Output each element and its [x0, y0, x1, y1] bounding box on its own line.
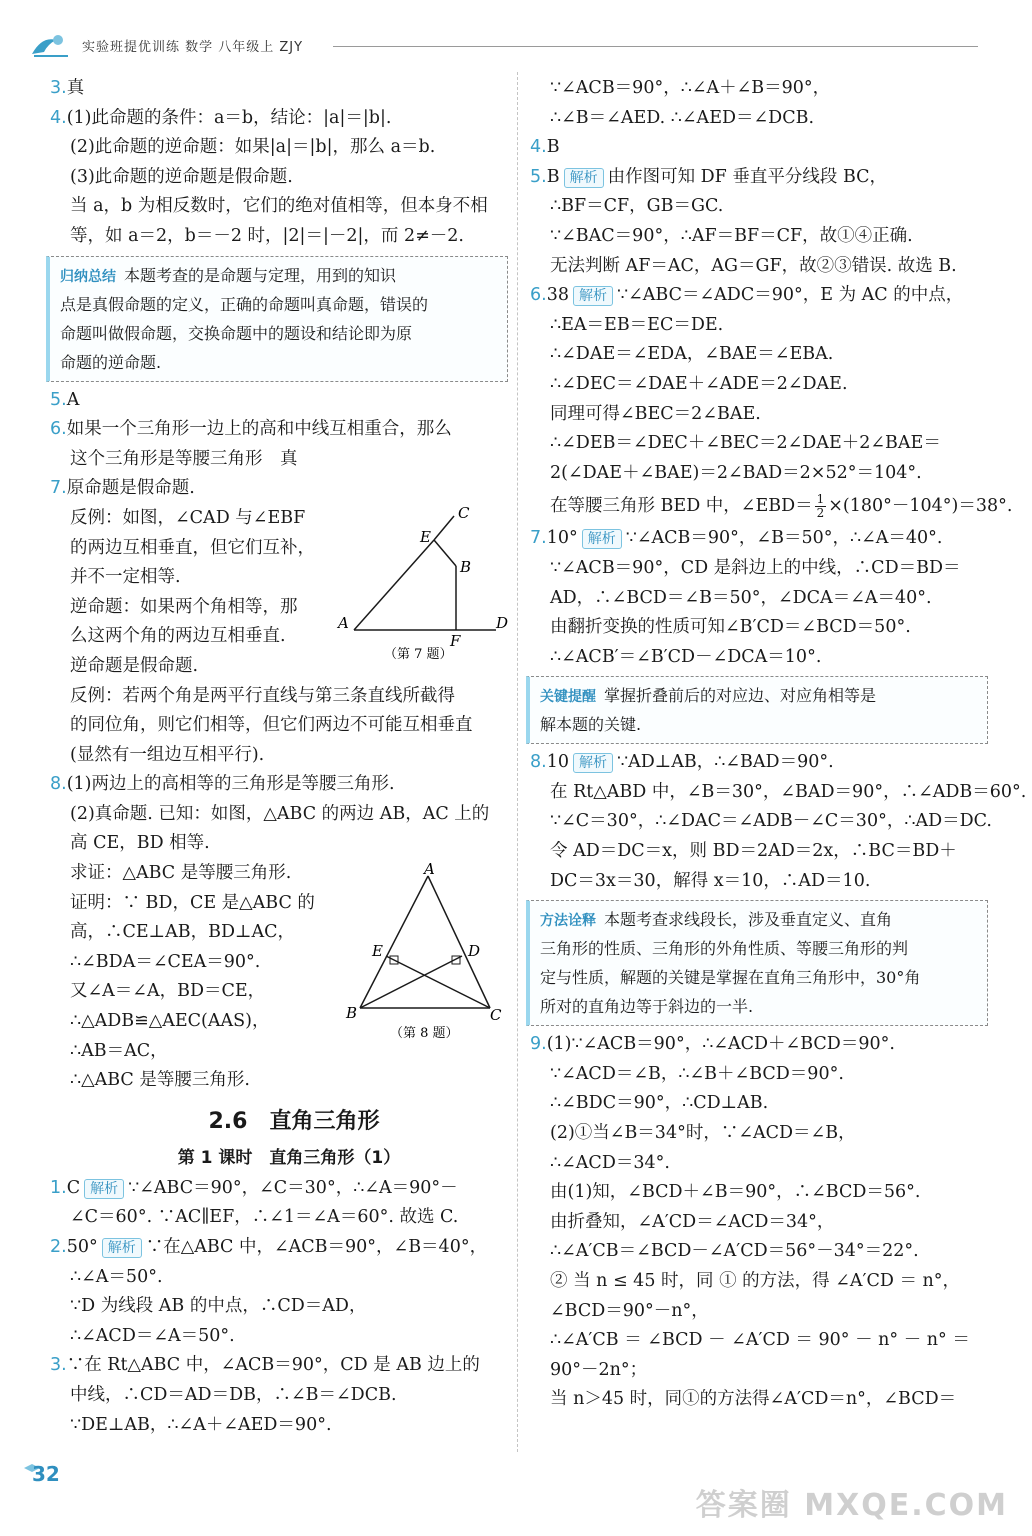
answer-line: [530, 74, 988, 104]
answer-text: ∠C＝60°. ∵AC∥EF，∴∠1＝∠A＝60°. 故选 C.: [70, 1207, 459, 1228]
question-number: 1.: [50, 1177, 67, 1198]
method-box-line: 三角形的性质、三角形的外角性质、等腰三角形的判: [540, 939, 909, 959]
answer-text: 高 CE，BD 相等.: [70, 833, 210, 854]
answer-text: (2)此命题的逆命题：如果|a|＝|b|，那么 a＝b.: [70, 137, 436, 158]
analysis-tag: 解析: [102, 1238, 142, 1258]
answer-line: [50, 1411, 508, 1441]
answer-text: 又∠A＝∠A，BD＝CE，: [70, 981, 266, 1002]
answer-choice: 38: [546, 285, 569, 306]
analysis-tag: 解析: [573, 753, 613, 773]
answer-text: 并不一定相等.: [70, 567, 181, 588]
watermark: 答案圈 MXQE.COM: [695, 1488, 1008, 1523]
answer-text: (1)∵∠ACB＝90°，∴∠ACD＋∠BCD＝90°.: [546, 1034, 895, 1055]
answer-text: ∵∠ABC＝90°，∠C＝30°，∴∠A＝90°－: [128, 1177, 458, 1198]
question-number: 7.: [50, 478, 67, 499]
answer-line: [530, 370, 988, 400]
answer-line: [530, 340, 988, 370]
summary-box-title: 归纳总结: [60, 268, 116, 285]
answer-choice: C: [66, 1177, 81, 1198]
right-answers-d: [530, 1030, 988, 1415]
fraction: [815, 493, 827, 520]
right-answers-c: [530, 748, 1027, 896]
question-number: 3.: [50, 78, 67, 98]
answer-line: [50, 163, 508, 193]
answer-text: 的同位角，则它们相等，但它们两边不可能互相垂直: [70, 715, 473, 736]
answer-text: 证明：∵ BD，CE 是△ABC 的: [70, 892, 315, 913]
left-column: [50, 74, 508, 1440]
answer-line: [50, 133, 508, 163]
answer-text: 真: [66, 78, 85, 98]
answer-text: (1)两边上的高相等的三角形是等腰三角形.: [66, 774, 395, 795]
analysis-tag: 解析: [84, 1179, 124, 1199]
answer-line: [530, 1119, 988, 1149]
answer-line: [530, 222, 988, 252]
question-number: 5.: [50, 389, 67, 410]
answer-text: ∵∠ACB＝90°，CD 是斜边上的中线，∴CD＝BD＝: [550, 557, 961, 578]
answer-text: 由作图可知 DF 垂直平分线段 BC，: [607, 166, 888, 187]
answer-text: ∴∠DEC＝∠DAE＋∠ADE＝2∠DAE.: [550, 373, 848, 394]
answer-text: ∴△ADB≌△AEC(AAS)，: [70, 1011, 270, 1032]
answer-line: [50, 1066, 508, 1096]
question-number: 4.: [50, 107, 67, 128]
answer-text: ∵∠ABC＝∠ADC＝90°，E 为 AC 的中点，: [616, 285, 964, 306]
fig7-label-c: C: [458, 504, 470, 522]
answer-line: [530, 1089, 988, 1119]
answer-line: [530, 1267, 988, 1297]
answer-text: ∵D 为线段 AB 的中点，∴CD＝AD，: [70, 1296, 367, 1317]
answer-line: [530, 1030, 988, 1060]
answer-text: ∵∠BAC＝90°，∴AF＝BF＝CF，故①④正确.: [550, 225, 913, 246]
fig7-label-a: A: [338, 614, 349, 632]
book-title: 实验班提优训练 数学 八年级上 ZJY: [82, 40, 304, 55]
answer-line: [530, 281, 988, 311]
answer-line: [50, 445, 508, 475]
book-logo-icon: [28, 32, 72, 58]
answer-text: ∵∠ACD＝∠B，∴∠B＋∠BCD＝90°.: [550, 1063, 844, 1084]
fig7-label-e: E: [420, 528, 431, 546]
question-number: 4.: [530, 137, 547, 158]
right-answers-b: [530, 524, 988, 672]
analysis-tag: 解析: [573, 286, 613, 306]
answer-text: ∴EA＝EB＝EC＝DE.: [550, 314, 724, 335]
answer-line: [530, 1149, 988, 1179]
answer-line: [50, 1203, 508, 1233]
answer-text: 同理可得∠BEC＝2∠BAE.: [550, 403, 761, 424]
method-box-line: 本题考查求线段长，涉及垂直定义、直角: [604, 910, 893, 930]
answer-line: [50, 1381, 508, 1411]
answer-line: [50, 741, 508, 771]
answer-line: [50, 1351, 508, 1381]
answer-line: [530, 459, 988, 489]
answer-line: [50, 1292, 508, 1322]
answer-text: 中线，∴CD＝AD＝DB，∴∠B＝∠DCB.: [70, 1384, 397, 1405]
answer-line: [50, 386, 508, 416]
answer-line: [530, 252, 988, 282]
answer-text: 反例：若两个角是两平行直线与第三条直线所截得: [70, 685, 455, 706]
key-reminder-line: 掌握折叠前后的对应边、对应角相等是: [604, 686, 877, 706]
fig8-label-b: B: [346, 1004, 358, 1022]
analysis-tag: 解析: [564, 168, 604, 188]
answer-line: [50, 222, 508, 252]
answer-text: 这个三角形是等腰三角形 真: [70, 448, 298, 469]
question-number: 6.: [530, 285, 547, 306]
answer-text: 的两边互相垂直，但它们互补，: [70, 537, 315, 558]
answer-text: 90°－2n°；: [550, 1359, 648, 1380]
fig7-label-b: B: [460, 558, 472, 576]
fraction-denominator: 2: [816, 506, 825, 521]
figure-7: [336, 500, 509, 665]
answer-line: [50, 1174, 508, 1204]
answer-line: [50, 800, 508, 830]
answer-text: 由翻折变换的性质可知∠B′CD＝∠BCD＝50°.: [550, 617, 911, 638]
answer-text: 么这两个角的两边互相垂直.: [70, 626, 286, 647]
answer-line: [50, 1233, 508, 1263]
answer-line: [530, 584, 988, 614]
subsection-title: 第 1 课时 直角三角形（1）: [177, 1147, 401, 1168]
answer-line: [530, 613, 988, 643]
answer-text: A: [66, 389, 80, 410]
answer-line: [530, 554, 988, 584]
fig7-caption: （第 7 题）: [384, 647, 453, 662]
answer-line: [530, 400, 988, 430]
answer-line: [50, 415, 508, 445]
answer-line: [530, 1237, 988, 1267]
answer-line: [530, 837, 988, 867]
answer-text: 由折叠知，∠A′CD＝∠ACD＝34°，: [550, 1211, 835, 1232]
answer-line: [530, 163, 988, 193]
answer-text: ∴∠BDC＝90°，∴CD⊥AB.: [550, 1093, 769, 1114]
answer-choice: 10°: [546, 528, 578, 549]
answer-line: [530, 1297, 988, 1327]
answer-text: ∴∠ACB′＝∠B′CD－∠DCA＝10°.: [550, 646, 822, 667]
answer-text: 由(1)知，∠BCD＋∠B＝90°，∴∠BCD＝56°.: [550, 1182, 921, 1203]
answer-text: 如果一个三角形一边上的高和中线互相重合，那么: [66, 419, 452, 440]
answer-text: 逆命题是假命题.: [70, 655, 199, 676]
answer-line: [50, 74, 508, 104]
summary-box-line: 命题叫做假命题，交换命题中的题设和结论即为原: [60, 323, 413, 343]
left-answers-c: [50, 1174, 508, 1440]
answer-text: ∴∠ACD＝∠A＝50°.: [70, 1325, 235, 1346]
answer-text: 原命题是假命题.: [66, 478, 195, 499]
answer-line: [50, 682, 508, 712]
fraction-line-after: ×(180°－104°)＝38°.: [828, 496, 1013, 517]
answer-text: ∵∠C＝30°，∴∠DAC＝∠ADB－∠C＝30°，∴AD＝DC.: [550, 811, 992, 832]
right-answers-a: [530, 74, 988, 488]
answer-line: [530, 524, 988, 554]
answer-text: ∵在 Rt△ABC 中，∠ACB＝90°，CD 是 AB 边上的: [66, 1355, 480, 1376]
left-answers-a: [50, 74, 508, 252]
answer-line: [50, 770, 508, 800]
question-number: 8.: [50, 774, 67, 795]
answer-line: [530, 104, 988, 134]
answer-text: ∴△ABC 是等腰三角形.: [70, 1070, 250, 1091]
answer-text: ∴∠ACD＝34°.: [550, 1152, 670, 1173]
answer-line: [50, 104, 508, 134]
fig7-label-d: D: [496, 614, 509, 632]
answer-text: 逆命题：如果两个角相等，那: [70, 596, 298, 617]
answer-text: ∴∠DEB＝∠DEC＋∠BEC＝2∠DAE＋2∠BAE＝: [550, 433, 941, 454]
answer-line: [530, 778, 1027, 808]
answer-line: [50, 1263, 508, 1293]
answer-text: 无法判断 AF＝AC，AG＝GF，故②③错误. 故选 B.: [550, 255, 957, 276]
section-title: 2.6 直角三角形: [208, 1108, 380, 1134]
summary-box-line: 本题考查的是命题与定理，用到的知识: [124, 265, 397, 285]
answer-text: (3)此命题的逆命题是假命题.: [70, 166, 293, 187]
answer-line: [530, 1326, 988, 1356]
fig8-caption: （第 8 题）: [390, 1026, 459, 1041]
answer-text: ∴∠A＝50°.: [70, 1266, 163, 1287]
fig8-label-a: A: [424, 860, 435, 878]
answer-text: ② 当 n ≤ 45 时，同 ① 的方法，得 ∠A′CD ＝ n°，: [550, 1271, 961, 1291]
fig8-label-d: D: [468, 942, 481, 960]
answer-line: [530, 1356, 988, 1386]
answer-line: [50, 711, 508, 741]
answer-line: [530, 429, 988, 459]
summary-box: [46, 256, 508, 382]
answer-text: DC＝3x＝30，解得 x＝10，∴AD＝10.: [550, 870, 871, 891]
summary-box-line: 点是真假命题的定义，正确的命题叫真命题，错误的: [60, 294, 429, 314]
question-number: 5.: [530, 166, 547, 187]
page-header: [28, 30, 978, 60]
answer-line: [530, 1385, 988, 1415]
figure-7-diagram: [336, 500, 509, 665]
page-number: 32: [32, 1462, 60, 1486]
answer-text: ∴∠DAE＝∠EDA，∠BAE＝∠EBA.: [550, 344, 834, 365]
fraction-numerator: 1: [816, 492, 825, 507]
answer-line: [530, 867, 988, 897]
answer-text: (1)此命题的条件：a＝b，结论：|a|＝|b|.: [66, 107, 392, 128]
question-number: 6.: [50, 419, 67, 440]
key-reminder-line: 解本题的关键.: [540, 715, 642, 735]
answer-text: (显然有一组边互相平行).: [70, 744, 265, 765]
fraction-line: [530, 488, 1013, 524]
answer-text: 当 a，b 为相反数时，它们的绝对值相等，但本身不相: [70, 196, 488, 217]
answer-text: 在 Rt△ABD 中，∠B＝30°，∠BAD＝90°，∴∠ADB＝60°.: [550, 781, 1027, 802]
answer-text: ∵AD⊥AB，∴∠BAD＝90°.: [616, 752, 834, 773]
answer-line: [530, 1060, 988, 1090]
answer-choice: B: [546, 137, 560, 158]
answer-line: [50, 829, 508, 859]
answer-line: [530, 1178, 988, 1208]
fig8-label-c: C: [490, 1006, 502, 1024]
answer-choice: 50°: [66, 1237, 98, 1257]
question-number: 3.: [50, 1355, 67, 1376]
header-rule: [333, 46, 978, 47]
answer-line: [530, 643, 988, 673]
right-column: [530, 74, 1027, 1415]
answer-text: AD，∴∠BCD＝∠B＝50°，∠DCA＝∠A＝40°.: [550, 587, 932, 608]
fig8-label-e: E: [372, 942, 383, 960]
answer-choice: B: [546, 166, 560, 187]
answer-text: 当 n＞45 时，同①的方法得∠A′CD＝n°，∠BCD＝: [550, 1389, 957, 1410]
answer-line: [50, 1322, 508, 1352]
summary-box-line: 命题的逆命题.: [60, 352, 162, 372]
fraction-line-before: 在等腰三角形 BED 中，∠EBD＝: [550, 496, 813, 517]
answer-text: ∴∠A′CB＝∠BCD－∠A′CD＝56°－34°＝22°.: [550, 1241, 919, 1262]
question-number: 7.: [530, 528, 547, 549]
question-number: 2.: [50, 1237, 67, 1257]
answer-text: 反例：如图，∠CAD 与∠EBF: [70, 507, 306, 528]
answer-text: ∴BF＝CF，GB＝GC.: [550, 196, 724, 217]
answer-text: ∴AB＝AC，: [70, 1040, 168, 1061]
fig7-label-f: F: [450, 632, 461, 650]
answer-text: ∵∠ACB＝90°，∴∠A＋∠B＝90°，: [550, 78, 831, 98]
answer-text: ∴∠BDA＝∠CEA＝90°.: [70, 951, 261, 972]
answer-text: ∵在△ABC 中，∠ACB＝90°，∠B＝40°，: [145, 1237, 488, 1257]
method-box-title: 方法诠释: [540, 913, 596, 930]
answer-text: 等，如 a＝2，b＝－2 时，|2|＝|－2|，而 2≠－2.: [70, 225, 464, 246]
question-number: 8.: [530, 752, 547, 773]
answer-text: (2)真命题. 已知：如图，△ABC 的两边 AB，AC 上的: [70, 803, 490, 824]
method-box: [526, 900, 988, 1026]
answer-line: [530, 311, 988, 341]
method-box-line: 定与性质，解题的关键是掌握在直角三角形中，30°角: [540, 968, 921, 988]
answer-text: ∴∠B＝∠AED. ∴∠AED＝∠DCB.: [550, 107, 815, 128]
answer-text: ∴∠A′CB ＝ ∠BCD － ∠A′CD ＝ 90° － n° － n° ＝: [550, 1330, 970, 1351]
figure-8-diagram: [340, 860, 510, 1045]
answer-text: 高，∴CE⊥AB，BD⊥AC，: [70, 922, 295, 943]
answer-text: ∵DE⊥AB，∴∠A＋∠AED＝90°.: [70, 1414, 332, 1435]
answer-text: 2(∠DAE＋∠BAE)＝2∠BAD＝2×52°＝104°.: [550, 462, 922, 483]
answer-text: 令 AD＝DC＝x，则 BD＝2AD＝2x，∴BC＝BD＋: [550, 841, 957, 862]
answer-line: [530, 192, 988, 222]
answer-text: 求证：△ABC 是等腰三角形.: [70, 863, 292, 884]
answer-text: (2)①当∠B＝34°时，∵∠ACD＝∠B，: [550, 1123, 856, 1144]
answer-line: [530, 807, 992, 837]
analysis-tag: 解析: [582, 529, 622, 549]
figure-8: [340, 860, 510, 1045]
key-reminder-title: 关键提醒: [540, 689, 596, 706]
question-number: 9.: [530, 1034, 547, 1055]
key-reminder-box: [526, 676, 988, 744]
answer-choice: 10: [546, 752, 569, 773]
answer-text: ∠BCD＝90°－n°，: [550, 1300, 709, 1321]
method-box-line: 所对的直角边等于斜边的一半.: [540, 997, 754, 1017]
answer-text: ∵∠ACB＝90°，∠B＝50°，∴∠A＝40°.: [625, 528, 943, 549]
answer-line: [530, 133, 988, 163]
answer-line: [530, 1208, 988, 1238]
answer-line: [50, 192, 508, 222]
column-divider: [517, 72, 518, 1452]
answer-line: [530, 748, 988, 778]
